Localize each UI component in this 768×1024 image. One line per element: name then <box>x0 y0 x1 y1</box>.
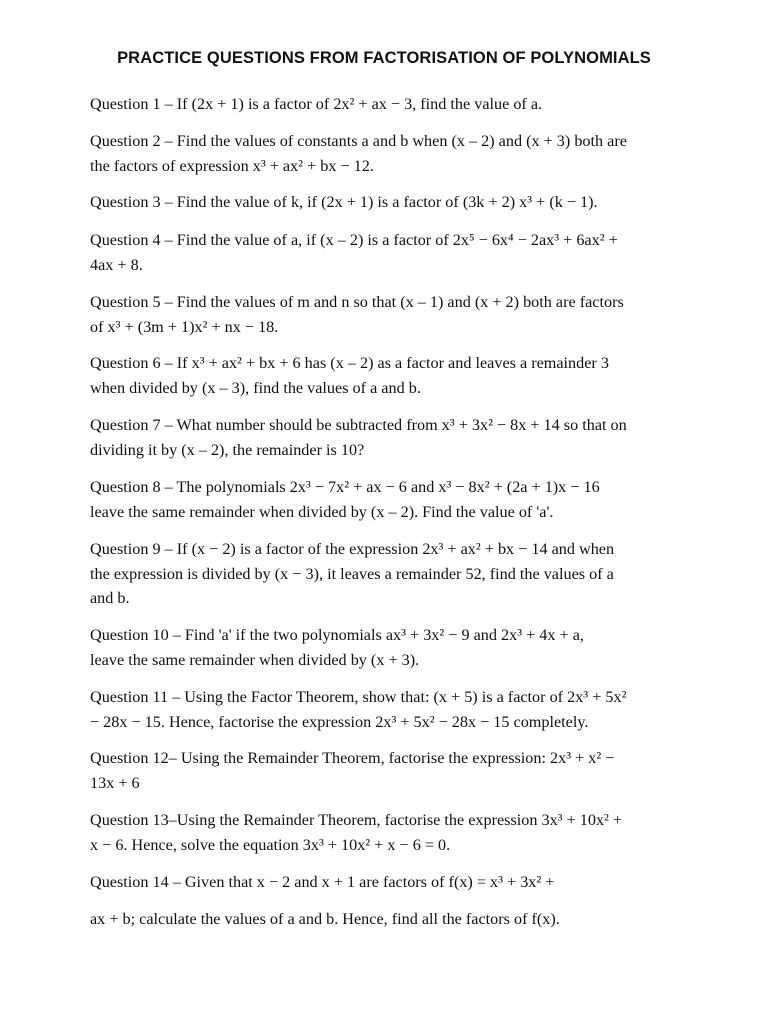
question-7-line-2: dividing it by (x – 2), the remainder is 10? <box>90 440 365 459</box>
question-3-line-1: Question 3 – Find the value of k, if (2x + 1) is a factor of (3k + 2) x³ + (k − 1). <box>90 193 598 211</box>
question-13 <box>90 808 682 857</box>
question-13-line-1: Question 13–Using the Remainder Theorem, factorise the expression 3x³ + 10x² + <box>90 811 623 829</box>
question-3 <box>90 190 682 215</box>
question-10 <box>90 623 682 672</box>
question-6-line-1: Question 6 – If x³ + ax² + bx + 6 has (x – 2) as a factor and leaves a remainder 3 <box>90 354 609 372</box>
question-13-line-2: x − 6. Hence, solve the equation 3x³ + 10x² + x − 6 = 0. <box>90 835 451 854</box>
question-9-line-3: and b. <box>90 589 130 607</box>
question-14 <box>90 870 682 931</box>
question-14-line-1: Question 14 – Given that x − 2 and x + 1 are factors of f(x) = x³ + 3x² + <box>90 873 555 891</box>
question-8 <box>90 475 682 524</box>
question-5-line-1: Question 5 – Find the values of m and n so that (x – 1) and (x + 2) both are factors <box>90 293 624 311</box>
question-5 <box>90 290 682 339</box>
question-11-line-1: Question 11 – Using the Factor Theorem, show that: (x + 5) is a factor of 2x³ + 5x² <box>90 688 627 706</box>
question-6 <box>90 351 682 400</box>
question-2-line-2: the factors of expression x³ + ax² + bx − 12. <box>90 156 374 175</box>
question-14-line-2: ax + b; calculate the values of a and b. Hence, find all the factors of f(x). <box>90 909 560 928</box>
question-9-line-2: the expression is divided by (x − 3), it leaves a remainder 52, find the values of a <box>90 564 614 583</box>
question-8-line-2: leave the same remainder when divided by (x – 2). Find the value of 'a'. <box>90 502 554 521</box>
question-1 <box>90 92 682 117</box>
question-12-line-1: Question 12– Using the Remainder Theorem, factorise the expression: 2x³ + x² − <box>90 749 615 767</box>
question-2-line-1: Question 2 – Find the values of constants a and b when (x – 2) and (x + 3) both are <box>90 132 627 150</box>
question-9-line-1: Question 9 – If (x − 2) is a factor of the expression 2x³ + ax² + bx − 14 and when <box>90 540 615 558</box>
question-7-line-1: Question 7 – What number should be subtracted from x³ + 3x² − 8x + 14 so that on <box>90 416 627 434</box>
question-4-line-2: 4ax + 8. <box>90 255 143 274</box>
question-11 <box>90 685 682 734</box>
question-12 <box>90 746 682 795</box>
question-1-line-1: Question 1 – If (2x + 1) is a factor of 2x² + ax − 3, find the value of a. <box>90 95 543 113</box>
question-9 <box>90 537 682 611</box>
question-12-line-2: 13x + 6 <box>90 773 140 792</box>
question-8-line-1: Question 8 – The polynomials 2x³ − 7x² + ax − 6 and x³ − 8x² + (2a + 1)x − 16 <box>90 478 600 496</box>
question-7 <box>90 413 682 462</box>
question-11-line-2: − 28x − 15. Hence, factorise the expression 2x³ + 5x² − 28x − 15 completely. <box>90 712 589 731</box>
question-10-line-2: leave the same remainder when divided by (x + 3). <box>90 650 420 669</box>
question-4-line-1: Question 4 – Find the value of a, if (x – 2) is a factor of 2x⁵ − 6x⁴ − 2ax³ + 6ax² + <box>90 231 618 249</box>
question-2 <box>90 129 682 178</box>
question-10-line-1: Question 10 – Find 'a' if the two polynomials ax³ + 3x² − 9 and 2x³ + 4x + a, <box>90 626 584 644</box>
question-6-line-2: when divided by (x – 3), find the values of a and b. <box>90 378 421 397</box>
question-4 <box>90 228 682 277</box>
document-title: PRACTICE QUESTIONS FROM FACTORISATION OF POLYNOMIALS <box>117 49 651 67</box>
question-5-line-2: of x³ + (3m + 1)x² + nx − 18. <box>90 317 279 336</box>
